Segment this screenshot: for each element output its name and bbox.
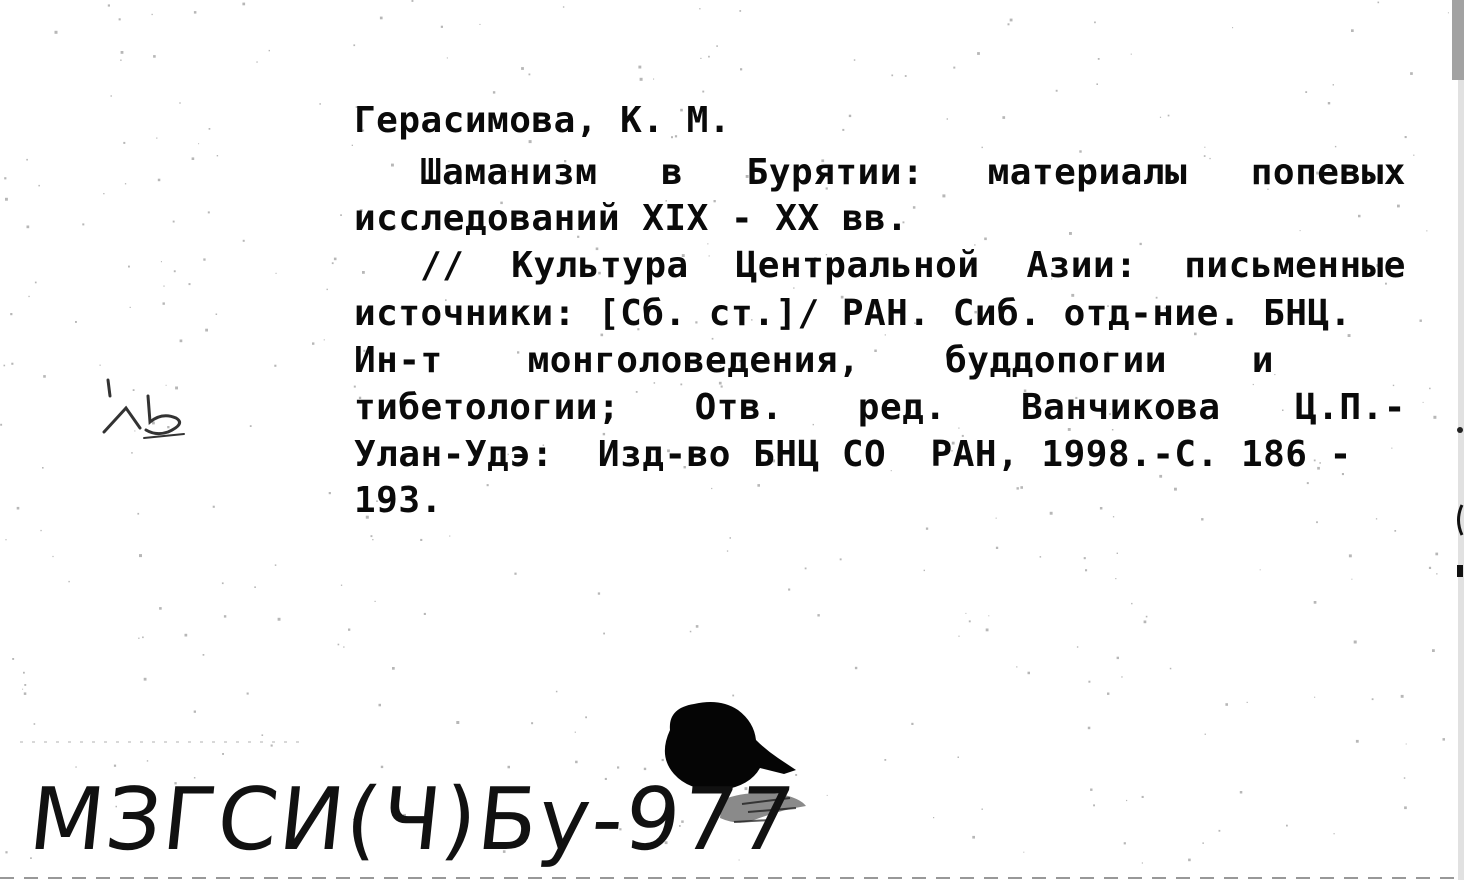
- source-word: Ванчикова: [1021, 387, 1221, 428]
- title-word: Бурятии:: [746, 152, 925, 193]
- source-line-4: [354, 387, 1406, 428]
- author-line: Герасимова, К. М.: [354, 100, 731, 141]
- source-word: буддопогии: [945, 340, 1167, 381]
- handwritten-margin-mark: [96, 372, 196, 442]
- source-word: тибетологии;: [354, 387, 621, 428]
- source-word: Отв.: [694, 387, 784, 428]
- source-line-1: [420, 245, 1406, 286]
- title-word: в: [660, 152, 684, 193]
- title-line-2: исследований XIX - XX вв.: [354, 198, 909, 239]
- source-line-2: источники: [Сб. ст.]/ РАН. Сиб. отд-ние. БНЦ.: [354, 293, 1352, 334]
- source-word: письменные: [1184, 245, 1406, 286]
- title-word: Шаманизм: [420, 152, 598, 193]
- source-word: Культура: [511, 245, 689, 286]
- source-word: Ин-т: [354, 340, 443, 381]
- title-word: попевых: [1250, 152, 1406, 193]
- title-word: материалы: [987, 152, 1188, 193]
- publisher-line: Улан-Удэ: Изд-во БНЦ СО РАН, 1998.-С. 186 -: [354, 434, 1352, 475]
- source-word: и: [1251, 340, 1274, 381]
- source-word: Ц.П.-: [1295, 387, 1406, 428]
- source-word: Центральной: [735, 245, 980, 286]
- source-word: монголоведения,: [527, 340, 861, 381]
- source-line-3: [354, 340, 1274, 381]
- source-word: //: [420, 245, 465, 286]
- shelfmark-handwritten: МЗГСИ(Ч)Бу-977: [24, 770, 801, 870]
- source-word: ред.: [857, 387, 947, 428]
- pages-line: 193.: [354, 480, 443, 521]
- title-line-1: [420, 152, 1406, 193]
- source-word: Азии:: [1026, 245, 1138, 286]
